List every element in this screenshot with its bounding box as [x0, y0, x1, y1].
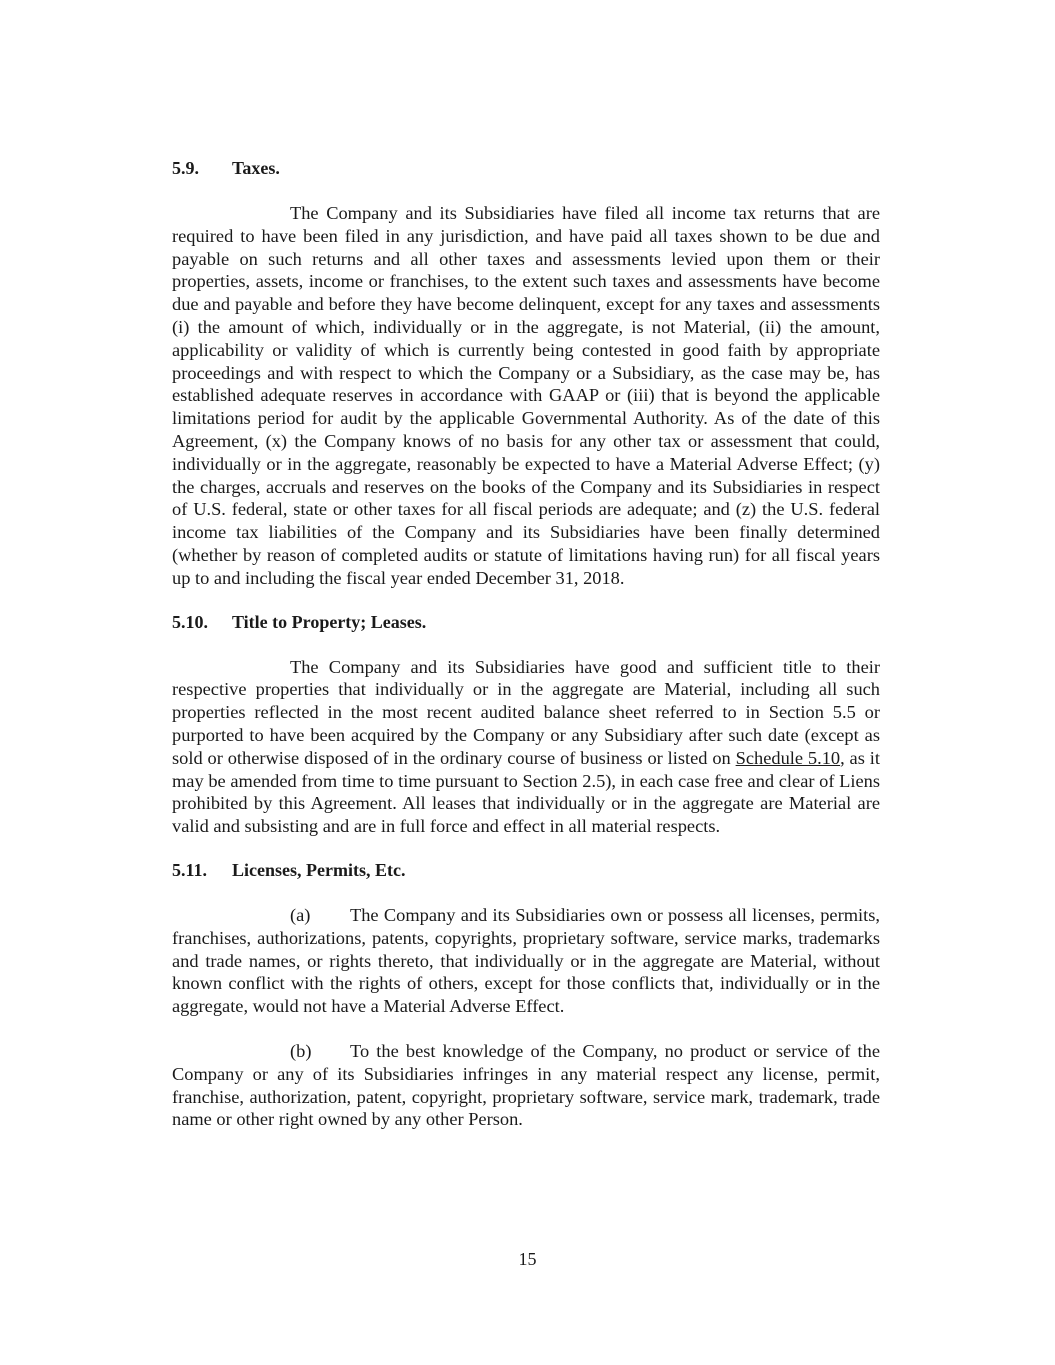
- section-title: Licenses, Permits, Etc.: [232, 859, 406, 880]
- clause-label: (a): [290, 904, 311, 925]
- clause-text: To the best knowledge of the Company, no product or service of the Company or any of its Subsidiaries infringes in any material respect any license, permit, franchise, authorization, patent, copyright, proprietary software, service mark, trademark, trade name or other right owned by any other Person.: [172, 1040, 880, 1130]
- document-page: [172, 156, 880, 1131]
- section-number: 5.10.: [172, 611, 208, 632]
- section-title: Taxes.: [232, 158, 280, 178]
- section-number: 5.11.: [172, 859, 208, 880]
- section-5-11-a-body: [172, 904, 880, 1018]
- clause-label: (b): [290, 1040, 312, 1061]
- clause-text: The Company and its Subsidiaries own or possess all licenses, permits, franchises, authorizations, patents, copyrights, proprietary software, service marks, trademarks and trade names, or rights thereto, that individually or in the aggregate are Material, without known conflict with the rights of others, except for those conflicts that, individually or in the aggregate, would not have a Material Adverse Effect.: [172, 904, 880, 1017]
- page-number: 15: [518, 1249, 537, 1269]
- section-number: 5.9.: [172, 158, 199, 178]
- section-5-11-heading: [172, 858, 880, 882]
- section-5-10-heading: [172, 610, 880, 634]
- section-5-9-body: The Company and its Subsidiaries have filed all income tax returns that are required to have been filed in any jurisdiction, and have paid all taxes shown to be due and payable on such returns and all other taxes and assessments levied upon them or their properties, assets, income or franchises, to the extent such taxes and assessments have become due and payable and before they have become delinquent, except for any taxes and assessments (i) the amount of which, individually or in the aggregate, is not Material, (ii) the amount, applicability or validity of which is currently being contested in good faith by appropriate proceedings and with respect to which the Company or a Subsidiary, as the case may be, has established adequate reserves in accordance with GAAP or (iii) that is beyond the applicable limitations period for audit by the applicable Governmental Authority. As of the date of this Agreement, (x) the Company knows of no basis for any other tax or assessment that could, individually or in the aggregate, reasonably be expected to have a Material Adverse Effect; (y) the charges, accruals and reserves on the books of the Company and its Subsidiaries in respect of U.S. federal, state or other taxes for all fiscal periods are adequate; and (z) the U.S. federal income tax liabilities of the Company and its Subsidiaries have been finally determined (whether by reason of completed audits or statute of limitations having run) for all fiscal years up to and including the fiscal year ended December 31, 2018.: [172, 203, 880, 588]
- schedule-reference: Schedule 5.10: [735, 747, 841, 768]
- section-5-9-heading: [172, 156, 880, 180]
- section-5-10-body: [172, 656, 880, 838]
- body-text: The Company and its Subsidiaries have good and sufficient title to their respective properties that individually or in the aggregate are Material, including all such properties reflected in the most recent audited balance sheet referred to in Section 5.5 or purported to have been acquired by the Company or any Subsidiary after such date (except as sold or otherwise disposed of in the ordinary course of business or listed on: [172, 656, 880, 768]
- section-5-11-b-body: [172, 1040, 880, 1131]
- body-text: , as it may be amended from time to time pursuant to Section 2.5), in each case free and clear of Liens prohibited by this Agreement. All leases that individually or in the aggregate are Material are valid and subsisting and are in full force and effect in all material respects.: [172, 747, 880, 837]
- section-title: Title to Property; Leases.: [232, 611, 427, 632]
